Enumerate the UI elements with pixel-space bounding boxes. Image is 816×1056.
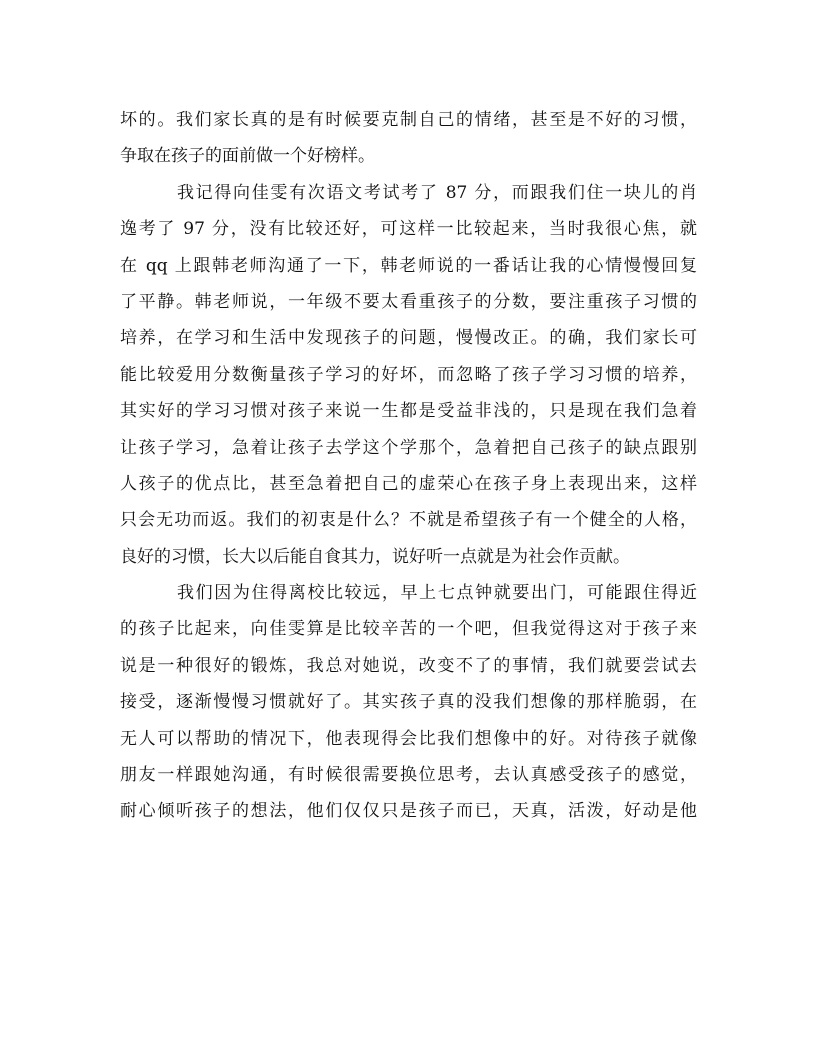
text-line: 人孩子的优点比，甚至急着把自己的虚荣心在孩子身上表现出来，这样	[120, 473, 697, 494]
text-line: 我记得向佳雯有次语文考试考了 87 分，而跟我们住一块儿的肖	[177, 182, 697, 203]
text-line: 耐心倾听孩子的想法，他们仅仅只是孩子而已，天真，活泼，好动是他	[120, 801, 697, 822]
text-line: 在 qq 上跟韩老师沟通了一下，韩老师说的一番话让我的心情慢慢回复	[120, 255, 697, 276]
text-line: 培养，在学习和生活中发现孩子的问题，慢慢改正。的确，我们家长可	[120, 328, 697, 349]
text-line: 坏的。我们家长真的是有时候要克制自己的情绪，甚至是不好的习惯，	[120, 110, 697, 130]
paragraph-2	[120, 175, 697, 575]
paragraph-3	[120, 575, 697, 830]
paragraph-1	[120, 102, 697, 175]
text-line: 朋友一样跟她沟通，有时候很需要换位思考，去认真感受孩子的感觉，	[120, 765, 697, 786]
text-line: 争取在孩子的面前做一个好榜样。	[120, 146, 375, 167]
text-line: 只会无功而返。我们的初衷是什么？不就是希望孩子有一个健全的人格，	[120, 510, 697, 531]
text-line: 逸考了 97 分，没有比较还好，可这样一比较起来，当时我很心焦，就	[120, 219, 697, 240]
text-line: 我们因为住得离校比较远，早上七点钟就要出门，可能跟住得近	[177, 583, 697, 604]
text-line: 了平静。韩老师说，一年级不要太看重孩子的分数，要注重孩子习惯的	[120, 291, 697, 312]
text-line: 接受，逐渐慢慢习惯就好了。其实孩子真的没我们想像的那样脆弱，在	[120, 692, 697, 713]
text-line: 良好的习惯，长大以后能自食其力，说好听一点就是为社会作贡献。	[120, 546, 630, 567]
document-body	[120, 102, 697, 830]
text-line: 的孩子比起来，向佳雯算是比较辛苦的一个吧，但我觉得这对于孩子来	[120, 619, 697, 640]
text-line: 能比较爱用分数衡量孩子学习的好坏，而忽略了孩子学习习惯的培养，	[120, 364, 697, 385]
text-line: 让孩子学习，急着让孩子去学这个学那个，急着把自己孩子的缺点跟别	[120, 437, 697, 458]
text-line: 其实好的学习习惯对孩子来说一生都是受益非浅的，只是现在我们急着	[120, 401, 697, 422]
text-line: 说是一种很好的锻炼，我总对她说，改变不了的事情，我们就要尝试去	[120, 655, 697, 676]
text-line: 无人可以帮助的情况下，他表现得会比我们想像中的好。对待孩子就像	[120, 728, 697, 749]
